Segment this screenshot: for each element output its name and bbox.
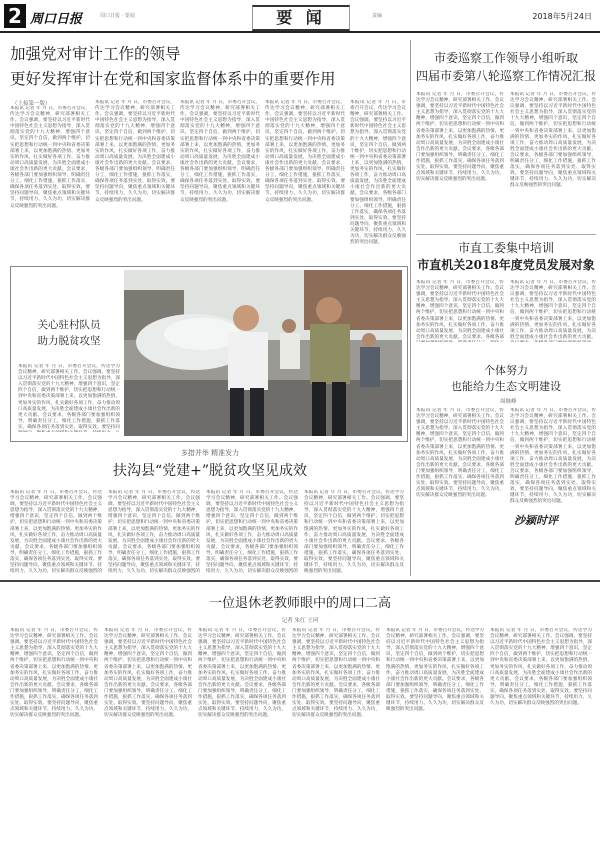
paper-name: 周口日报 (30, 12, 83, 27)
section-title: 要 闻 (252, 5, 350, 31)
lead-column-4: 本报讯 记者 年 月 日，市委召开会议，传达学习会议精神，研究部署相关工作。会议强调，要坚持以习近平新时代中国特色社会主义思想为指导，深入贯彻落实党的十九大精神，增强四个意识，坚定四个自信，做到两个维护，切实把思想和行动统一到中央和省委决策部署上来，以更加饱满的热情、更加务实的作风，扎实做好各项工作，奋力推动周口高质量发展，为决胜全面建成小康社会作出新的更大贡献。会议要求，各级各部门要加强组织领导，明确责任分工，细化工作措施，狠抓工作落实，确保各项任务落到实处、取得实效。要坚持问题导向，聚焦重点领域和关键环节，持续用力、久久为功，切实解决群众反映强烈的突出问题。 (265, 100, 345, 203)
commentary-byline: 周继峰 (500, 399, 517, 405)
header-small-right: 责编 (372, 13, 383, 19)
poverty-column-3: 本报讯 记者 年 月 日，市委召开会议，传达学习会议精神，研究部署相关工作。会议强调，要坚持以习近平新时代中国特色社会主义思想为指导，深入贯彻落实党的十九大精神，增强四个意识，坚定四个自信，做到两个维护，切实把思想和行动统一到中央和省委决策部署上来，以更加饱满的热情、更加务实的作风，扎实做好各项工作，奋力推动周口高质量发展，为决胜全面建成小康社会作出新的更大贡献。会议要求，各级各部门要加强组织领导，明确责任分工，细化工作措施，狠抓工作落实，确保各项任务落到实处、取得实效。要坚持问题导向，聚焦重点领域和关键环节，持续用力、久久为功，切实解决群众反映强烈的 (206, 490, 298, 574)
lead-column-2: 本报讯 记者 年 月 日，市委召开会议，传达学习会议精神，研究部署相关工作。会议强调，要坚持以习近平新时代中国特色社会主义思想为指导，深入贯彻落实党的十九大精神，增强四个意识，坚定四个自信，做到两个维护，切实把思想和行动统一到中央和省委决策部署上来，以更加饱满的热情、更加务实的作风，扎实做好各项工作，奋力推动周口高质量发展，为决胜全面建成小康社会作出新的更大贡献。会议要求，各级各部门要加强组织领导，明确责任分工，细化工作措施，狠抓工作落实，确保各项任务落到实处、取得实效。要坚持问题导向，聚焦重点领域和关键环节，持续用力、久久为功，切实解决群众反映强烈的突出问题。 (95, 100, 175, 203)
teacher-column-6: 本报讯 记者 年 月 日，市委召开会议，传达学习会议精神，研究部署相关工作。会议强调，要坚持以习近平新时代中国特色社会主义思想为指导，深入贯彻落实党的十九大精神，增强四个意识，坚定四个自信，做到两个维护，切实把思想和行动统一到中央和省委决策部署上来，以更加饱满的热情、更加务实的作风，扎实做好各项工作，奋力推动周口高质量发展，为决胜全面建成小康社会作出新的更大贡献。会议要求，各级各部门要加强组织领导，明确责任分工，细化工作措施，狠抓工作落实，确保各项任务落到实处、取得实效。要坚持问题导向，聚焦重点领域和关键环节，持续用力、久久为功，切实解决群众反映强烈的突出问题。 (490, 628, 592, 707)
training-column-2: 本报讯 记者 年 月 日，市委召开会议，传达学习会议精神，研究部署相关工作。会议强调，要坚持以习近平新时代中国特色社会主义思想为指导，深入贯彻落实党的十九大精神，增强四个意识，坚定四个自信，做到两个维护，切实把思想和行动统一到中央和省委决策部署上来，以更加饱满的热情、更加务实的作风，扎实做好各项工作，奋力推动周口高质量发展，为决胜全面建成小康社会作出新的更大贡献。 (510, 280, 596, 340)
poverty-kicker: 多措并举 精准发力 (180, 449, 240, 457)
photo-caption-text: 本报讯 记者 年 月 日，市委召开会议，传达学习会议精神，研究部署相关工作。会议强调，要坚持以习近平新时代中国特色社会主义思想为指导，深入贯彻落实党的十九大精神，增强四个意识，坚定四个自信，做到两个维护，切实把思想和行动统一到中央和省委决策部署上来，以更加饱满的热情、更加务实的作风，扎实做好各项工作，奋力推动周口高质量发展，为决胜全面建成小康社会作出新的更大贡献。会议要求，各级各部门要加强组织领导，明确责任分工，细化工作措施，狠抓工作落实，确保各项任务落到实处、取得实效。要坚持问 (18, 364, 120, 430)
photo-caption-title-line1: 关心驻村队员 (37, 319, 101, 331)
commentary-title-line2: 也能给力生态文明建设 (451, 380, 561, 393)
commentary-title-line1: 个体努力 (484, 364, 528, 377)
page-header (0, 0, 600, 34)
column-divider (410, 40, 411, 576)
teacher-column-2: 本报讯 记者 年 月 日，市委召开会议，传达学习会议精神，研究部署相关工作。会议强调，要坚持以习近平新时代中国特色社会主义思想为指导，深入贯彻落实党的十九大精神，增强四个意识，坚定四个自信，做到两个维护，切实把思想和行动统一到中央和省委决策部署上来，以更加饱满的热情、更加务实的作风，扎实做好各项工作，奋力推动周口高质量发展，为决胜全面建成小康社会作出新的更大贡献。会议要求，各级各部门要加强组织领导，明确责任分工，细化工作措施，狠抓工作落实，确保各项任务落到实处、取得实效。要坚持问题导向，聚焦重点领域和关键环节，持续用力、久久为功，切实解决群众反映强烈的突出问题。 (104, 628, 192, 719)
lower-section-rule (0, 580, 600, 582)
poverty-column-4: 本报讯 记者 年 月 日，市委召开会议，传达学习会议精神，研究部署相关工作。会议强调，要坚持以习近平新时代中国特色社会主义思想为指导，深入贯彻落实党的十九大精神，增强四个意识，坚定四个自信，做到两个维护，切实把思想和行动统一到中央和省委决策部署上来，以更加饱满的热情、更加务实的作风，扎实做好各项工作，奋力推动周口高质量发展，为决胜全面建成小康社会作出新的更大贡献。会议要求，各级各部门要加强组织领导，明确责任分工，细化工作措施，狠抓工作落实，确保各项任务落到实处、取得实效。要坚持问题导向，聚焦重点领域和关键环节，持续用力、久久为功，切实解决群众反映强烈的突出问题。 (304, 490, 404, 574)
training-column-1: 本报讯 记者 年 月 日，市委召开会议，传达学习会议精神，研究部署相关工作。会议强调，要坚持以习近平新时代中国特色社会主义思想为指导，深入贯彻落实党的十九大精神，增强四个意识，坚定四个自信，做到两个维护，切实把思想和行动统一到中央和省委决策部署上来，以更加饱满的热情、更加务实的作风，扎实做好各项工作，奋力推动周口高质量发展，为决胜全面建成小康社会作出新的更大贡献。会议要求，各级各部 (416, 280, 504, 340)
teacher-byline: 记者 朱红 王珂 (281, 618, 319, 624)
inspection-column-2: 本报讯 记者 年 月 日，市委召开会议，传达学习会议精神，研究部署相关工作。会议强调，要坚持以习近平新时代中国特色社会主义思想为指导，深入贯彻落实党的十九大精神，增强四个意识，坚定四个自信，做到两个维护，切实把思想和行动统一到中央和省委决策部署上来，以更加饱满的热情、更加务实的作风，扎实做好各项工作，奋力推动周口高质量发展，为决胜全面建成小康社会作出新的更大贡献。会议要求，各级各部门要加强组织领导，明确责任分工，细化工作措施，狠抓工作落实，确保各项任务落到实处、取得实效。要坚持问题导向，聚焦重点领域和关键环节，持续用力、久久为功，切实解决群众反映强烈的突出问题。 (510, 92, 596, 189)
inspection-title-line1: 市委巡察工作领导小组听取 (433, 51, 578, 65)
lead-column-3: 本报讯 记者 年 月 日，市委召开会议，传达学习会议精神，研究部署相关工作。会议强调，要坚持以习近平新时代中国特色社会主义思想为指导，深入贯彻落实党的十九大精神，增强四个意识，坚定四个自信，做到两个维护，切实把思想和行动统一到中央和省委决策部署上来，以更加饱满的热情、更加务实的作风，扎实做好各项工作，奋力推动周口高质量发展，为决胜全面建成小康社会作出新的更大贡献。会议要求，各级各部门要加强组织领导，明确责任分工，细化工作措施，狠抓工作落实，确保各项任务落到实处、取得实效。要坚持问题导向，聚焦重点领域和关键环节，持续用力、久久为功，切实解决群众反映强烈的突出问题。 (180, 100, 260, 203)
issue-date: 2018年5月24日 (532, 12, 592, 21)
commentary-column-2: 本报讯 记者 年 月 日，市委召开会议，传达学习会议精神，研究部署相关工作。会议强调，要坚持以习近平新时代中国特色社会主义思想为指导，深入贯彻落实党的十九大精神，增强四个意识，坚定四个自信，做到两个维护，切实把思想和行动统一到中央和省委决策部署上来，以更加饱满的热情、更加务实的作风，扎实做好各项工作，奋力推动周口高质量发展，为决胜全面建成小康社会作出新的更大贡献。会议要求，各级各部门要加强组织领导，明确责任分工，细化工作措施，狠抓工作落实，确保各项任务落到实处、取得实效。要坚持问题导向，聚焦重点领域和关键环节，持续用力、久久为功，切实解决群众反映强烈的突出问题。 (510, 408, 596, 504)
commentary-column-1: 本报讯 记者 年 月 日，市委召开会议，传达学习会议精神，研究部署相关工作。会议强调，要坚持以习近平新时代中国特色社会主义思想为指导，深入贯彻落实党的十九大精神，增强四个意识，坚定四个自信，做到两个维护，切实把思想和行动统一到中央和省委决策部署上来，以更加饱满的热情、更加务实的作风，扎实做好各项工作，奋力推动周口高质量发展，为决胜全面建成小康社会作出新的更大贡献。会议要求，各级各部门要加强组织领导，明确责任分工，细化工作措施，狠抓工作落实，确保各项任务落到实处、取得实效。要坚持问题导向，聚焦重点领域和关键环节，持续用力、久久为功，切实解决群众反映强烈的突出问题。 (416, 408, 504, 499)
poverty-column-1: 本报讯 记者 年 月 日，市委召开会议，传达学习会议精神，研究部署相关工作。会议强调，要坚持以习近平新时代中国特色社会主义思想为指导，深入贯彻落实党的十九大精神，增强四个意识，坚定四个自信，做到两个维护，切实把思想和行动统一到中央和省委决策部署上来，以更加饱满的热情、更加务实的作风，扎实做好各项工作，奋力推动周口高质量发展，为决胜全面建成小康社会作出新的更大贡献。会议要求，各级各部门要加强组织领导，明确责任分工，细化工作措施，狠抓工作落实，确保各项任务落到实处、取得实效。要坚持问题导向，聚焦重点领域和关键环节，持续用力、久久为功，切实解决群众反映强烈的 (10, 490, 102, 574)
training-title-line2: 市直机关2018年度党员发展对象 (417, 258, 595, 272)
news-photo (124, 270, 402, 436)
inspection-rule (416, 234, 596, 235)
header-small-left: 周口日报 · 要闻 (100, 13, 135, 19)
news-photo-illustration (124, 270, 402, 436)
page-number: 2 (4, 4, 26, 28)
lead-column-1: 本报讯 记者 年 月 日，市委召开会议，传达学习会议精神，研究部署相关工作。会议强调，要坚持以习近平新时代中国特色社会主义思想为指导，深入贯彻落实党的十九大精神，增强四个意识，坚定四个自信，做到两个维护，切实把思想和行动统一到中央和省委决策部署上来，以更加饱满的热情、更加务实的作风，扎实做好各项工作，奋力推动周口高质量发展，为决胜全面建成小康社会作出新的更大贡献。会议要求，各级各部门要加强组织领导，明确责任分工，细化工作措施，狠抓工作落实，确保各项任务落到实处、取得实效。要坚持问题导向，聚焦重点领域和关键环节，持续用力、久久为功，切实解决群众反映强烈的突出问题。 (10, 106, 90, 209)
lead-title-line1: 加强党对审计工作的领导 (10, 45, 181, 63)
poverty-column-2: 本报讯 记者 年 月 日，市委召开会议，传达学习会议精神，研究部署相关工作。会议强调，要坚持以习近平新时代中国特色社会主义思想为指导，深入贯彻落实党的十九大精神，增强四个意识，坚定四个自信，做到两个维护，切实把思想和行动统一到中央和省委决策部署上来，以更加饱满的热情、更加务实的作风，扎实做好各项工作，奋力推动周口高质量发展，为决胜全面建成小康社会作出新的更大贡献。会议要求，各级各部门要加强组织领导，明确责任分工，细化工作措施，狠抓工作落实，确保各项任务落到实处、取得实效。要坚持问题导向，聚焦重点领域和关键环节，持续用力、久久为功，切实解决群众反映强烈的 (108, 490, 200, 574)
teacher-column-4: 本报讯 记者 年 月 日，市委召开会议，传达学习会议精神，研究部署相关工作。会议强调，要坚持以习近平新时代中国特色社会主义思想为指导，深入贯彻落实党的十九大精神，增强四个意识，坚定四个自信，做到两个维护，切实把思想和行动统一到中央和省委决策部署上来，以更加饱满的热情、更加务实的作风，扎实做好各项工作，奋力推动周口高质量发展，为决胜全面建成小康社会作出新的更大贡献。会议要求，各级各部门要加强组织领导，明确责任分工，细化工作措施，狠抓工作落实，确保各项任务落到实处、取得实效。要坚持问题导向，聚焦重点领域和关键环节，持续用力、久久为功，切实解决群众反映强烈的突出问题。 (292, 628, 380, 719)
teacher-title: 一位退休老教师眼中的周口二高 (208, 596, 391, 611)
lead-title-line2: 更好发挥审计在党和国家监督体系中的重要作用 (10, 70, 336, 88)
teacher-column-3: 本报讯 记者 年 月 日，市委召开会议，传达学习会议精神，研究部署相关工作。会议强调，要坚持以习近平新时代中国特色社会主义思想为指导，深入贯彻落实党的十九大精神，增强四个意识，坚定四个自信，做到两个维护，切实把思想和行动统一到中央和省委决策部署上来，以更加饱满的热情、更加务实的作风，扎实做好各项工作，奋力推动周口高质量发展，为决胜全面建成小康社会作出新的更大贡献。会议要求，各级各部门要加强组织领导，明确责任分工，细化工作措施，狠抓工作落实，确保各项任务落到实处、取得实效。要坚持问题导向，聚焦重点领域和关键环节，持续用力、久久为功，切实解决群众反映强烈的突出问题。 (198, 628, 286, 719)
teacher-column-5: 本报讯 记者 年 月 日，市委召开会议，传达学习会议精神，研究部署相关工作。会议强调，要坚持以习近平新时代中国特色社会主义思想为指导，深入贯彻落实党的十九大精神，增强四个意识，坚定四个自信，做到两个维护，切实把思想和行动统一到中央和省委决策部署上来，以更加饱满的热情、更加务实的作风，扎实做好各项工作，奋力推动周口高质量发展，为决胜全面建成小康社会作出新的更大贡献。会议要求，各级各部门要加强组织领导，明确责任分工，细化工作措施，狠抓工作落实，确保各项任务落到实处、取得实效。要坚持问题导向，聚焦重点领域和关键环节，持续用力、久久为功，切实解决群众反映强烈的突出问题。 (386, 628, 484, 713)
training-title-line1: 市直工委集中培训 (457, 241, 554, 255)
header-rule (0, 31, 600, 33)
photo-caption-title-line2: 助力脱贫攻坚 (37, 335, 101, 347)
lead-column-5: 本报讯 记者 年 月 日，市委召开会议，传达学习会议精神，研究部署相关工作。会议强调，要坚持以习近平新时代中国特色社会主义思想为指导，深入贯彻落实党的十九大精神，增强四个意识，坚定四个自信，做到两个维护，切实把思想和行动统一到中央和省委决策部署上来，以更加饱满的热情、更加务实的作风，扎实做好各项工作，奋力推动周口高质量发展，为决胜全面建成小康社会作出新的更大贡献。会议要求，各级各部门要加强组织领导，明确责任分工，细化工作措施，狠抓工作落实，确保各项任务落到实处、取得实效。要坚持问题导向，聚焦重点领域和关键环节，持续用力、久久为功，切实解决群众反映强烈的突出问题。 (350, 100, 406, 246)
poverty-title: 扶沟县“党建+”脱贫攻坚见成效 (112, 463, 308, 479)
inspection-column-1: 本报讯 记者 年 月 日，市委召开会议，传达学习会议精神，研究部署相关工作。会议强调，要坚持以习近平新时代中国特色社会主义思想为指导，深入贯彻落实党的十九大精神，增强四个意识，坚定四个自信，做到两个维护，切实把思想和行动统一到中央和省委决策部署上来，以更加饱满的热情、更加务实的作风，扎实做好各项工作，奋力推动周口高质量发展，为决胜全面建成小康社会作出新的更大贡献。会议要求，各级各部门要加强组织领导，明确责任分工，细化工作措施，狠抓工作落实，确保各项任务落到实处、取得实效。要坚持问题导向，聚焦重点领域和关键环节，持续用力、久久为功，切实解决群众反映强烈的突出问题。 (416, 92, 504, 183)
column-logo: 沙颍时评 (514, 514, 558, 527)
inspection-title-line2: 四届市委第八轮巡察工作情况汇报 (416, 69, 597, 83)
lead-kicker: （上接第一版） (12, 101, 51, 107)
teacher-column-1: 本报讯 记者 年 月 日，市委召开会议，传达学习会议精神，研究部署相关工作。会议强调，要坚持以习近平新时代中国特色社会主义思想为指导，深入贯彻落实党的十九大精神，增强四个意识，坚定四个自信，做到两个维护，切实把思想和行动统一到中央和省委决策部署上来，以更加饱满的热情、更加务实的作风，扎实做好各项工作，奋力推动周口高质量发展，为决胜全面建成小康社会作出新的更大贡献。会议要求，各级各部门要加强组织领导，明确责任分工，细化工作措施，狠抓工作落实，确保各项任务落到实处、取得实效。要坚持问题导向，聚焦重点领域和关键环节，持续用力、久久为功，切实解决群众反映强烈的突出问题。 (10, 628, 98, 719)
